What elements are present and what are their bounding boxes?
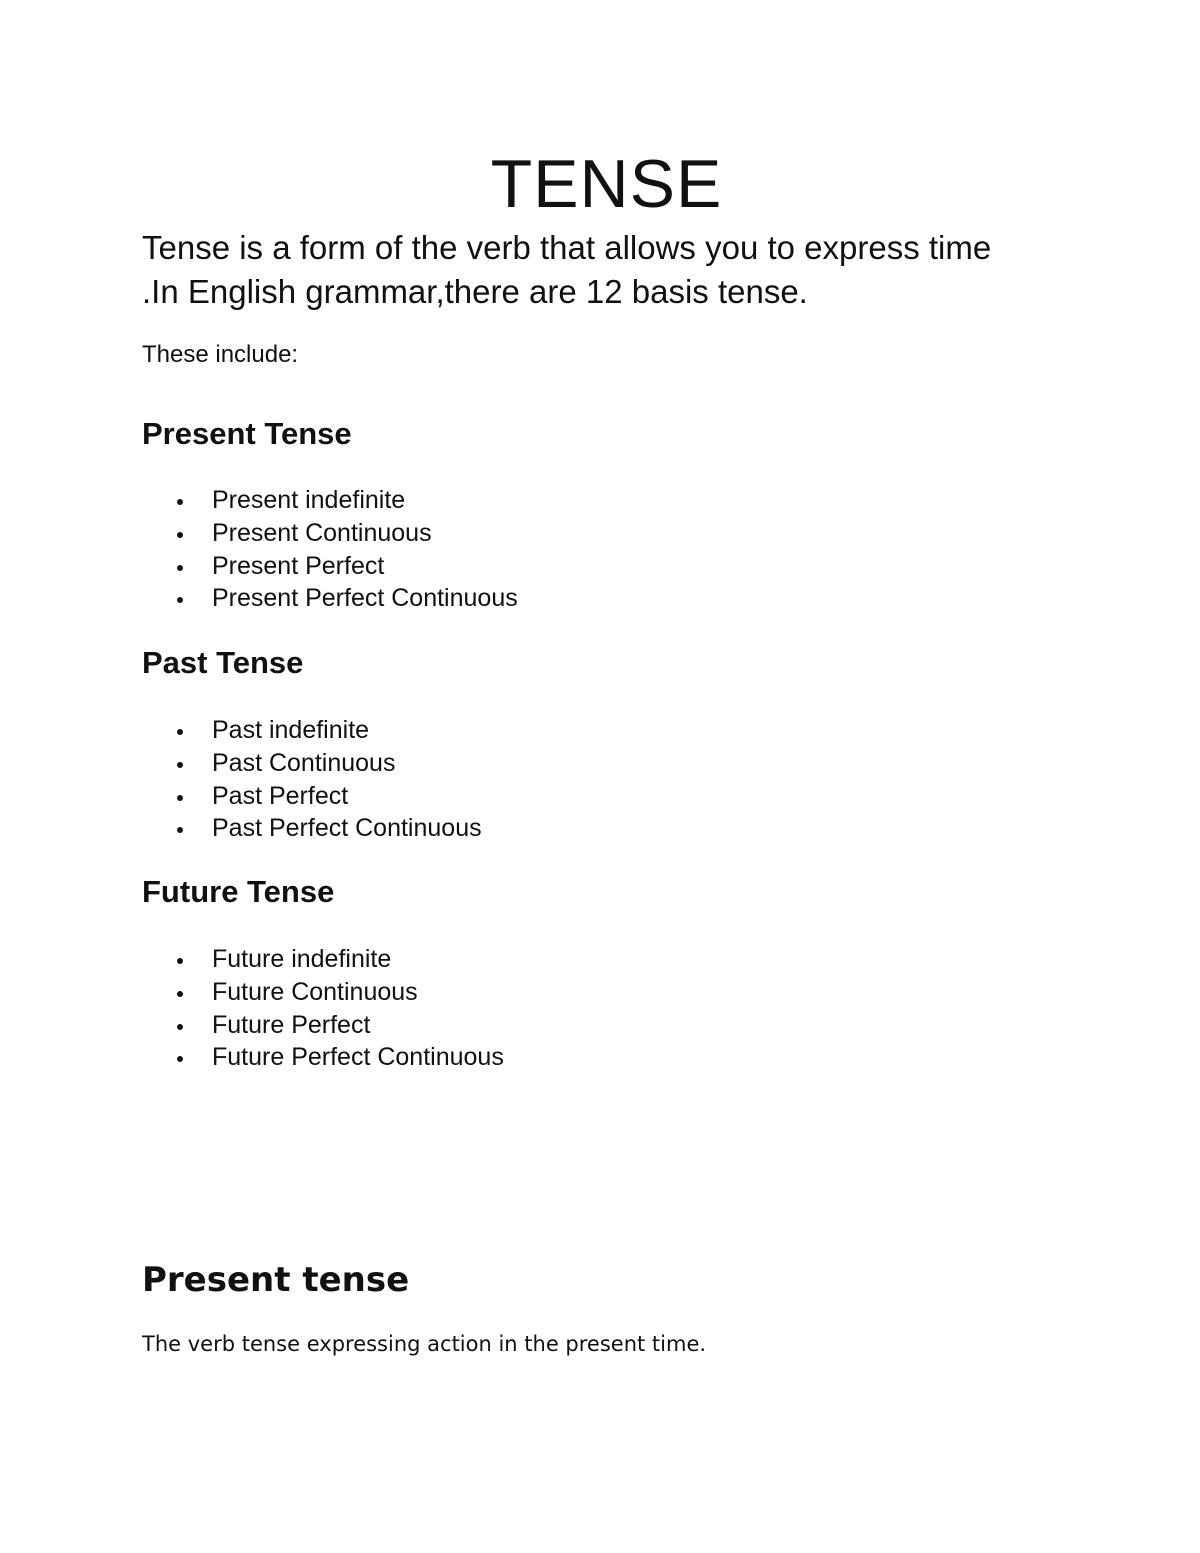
list-item: Present Perfect Continuous bbox=[142, 582, 518, 615]
list-item: Past Perfect bbox=[142, 780, 482, 813]
include-label: These include: bbox=[142, 341, 299, 368]
present-tense-heading: Present tense bbox=[142, 1260, 410, 1300]
section-heading-past: Past Tense bbox=[142, 645, 304, 680]
intro-line: Tense is a form of the verb that allows you to express time bbox=[142, 229, 992, 266]
intro-line: .In English grammar,there are 12 basis tense. bbox=[142, 273, 808, 310]
past-tense-list bbox=[142, 714, 482, 845]
document-title: TENSE bbox=[490, 146, 723, 222]
list-item: Present Continuous bbox=[142, 517, 518, 550]
section-heading-present: Present Tense bbox=[142, 416, 352, 451]
intro-paragraph bbox=[142, 226, 1082, 314]
list-item: Present indefinite bbox=[142, 484, 518, 517]
list-item: Future Continuous bbox=[142, 976, 504, 1009]
list-item: Past indefinite bbox=[142, 714, 482, 747]
list-item: Future Perfect Continuous bbox=[142, 1041, 504, 1074]
list-item: Future Perfect bbox=[142, 1009, 504, 1042]
section-heading-future: Future Tense bbox=[142, 874, 335, 909]
list-item: Past Perfect Continuous bbox=[142, 812, 482, 845]
list-item: Future indefinite bbox=[142, 943, 504, 976]
list-item: Past Continuous bbox=[142, 747, 482, 780]
future-tense-list bbox=[142, 943, 504, 1074]
list-item: Present Perfect bbox=[142, 550, 518, 583]
present-tense-definition: The verb tense expressing action in the present time. bbox=[142, 1332, 707, 1356]
present-tense-list bbox=[142, 484, 518, 615]
